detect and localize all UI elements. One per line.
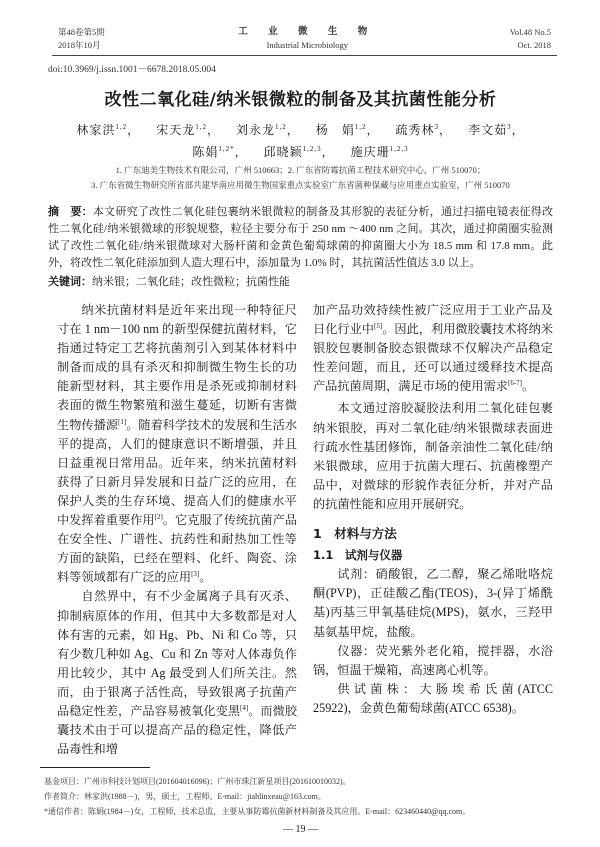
issue-info-en	[510, 26, 551, 52]
author-affiliation-mark: 1,2	[274, 123, 287, 131]
page-number: — 19 —	[283, 824, 318, 836]
paragraph-metal-ions	[57, 587, 297, 759]
author-affiliation-mark: 1,2	[354, 123, 367, 131]
paragraph-strains: 供试菌株：大肠埃希氏菌(ATCC 25922)，金黄色葡萄球菌(ATCC 6538)。	[313, 681, 553, 715]
separator: ，	[286, 123, 300, 137]
text: 。因此，利用微胶囊技术将纳米银胶包裹制备胶态银微球不仅解决产品稳定性差问题，而且，还可以通过缓释技术提高产品抗菌周期，满足市场的使用需求	[313, 322, 554, 394]
separator: ，	[234, 145, 248, 159]
header-rule	[52, 55, 557, 56]
paragraph-reagents: 试剂：硝酸银，乙二醇，聚乙烯吡咯烷酮(PVP)，正硅酸乙酯(TEOS)，3-(异丁烯酰基)丙基三甲氧基硅烷(MPS)，氨水，三羟甲基氨基甲烷，盐酸。	[313, 567, 553, 639]
abstract-text: 本文研究了改性二氧化硅包裹纳米银微粒的制备及其形貌的表征分析，通过扫描电镜表征得改性二氧化硅/纳米银微球的形貌规整，粒径主要分布于 250 nm ～400 nm 之间。其次，通过抑菌圈实验测试了改性二氧化硅/纳米银微球对大肠杆菌和金黄色葡萄球菌的抑菌圈大小为 18.5 mm 和 17.8 mm。此外，将改性二氧化硅添加到人造大理石中，添加量为 1.0% 时，其抗菌活性值达 3.0 以上。	[48, 206, 554, 269]
author-name: 施庆珊	[350, 145, 390, 159]
citation: [1]	[118, 417, 127, 426]
authors-line-2	[48, 141, 553, 163]
abstract	[48, 203, 553, 272]
section-heading-1-1: 1.1 试剂与仪器	[313, 548, 403, 563]
body-columns	[48, 301, 553, 759]
volume-en: Vol.48 No.5	[509, 27, 551, 37]
author-affiliation-mark: 1,2*	[218, 145, 235, 153]
paragraph-instruments: 仪器：荧光紫外老化箱，搅拌器，水浴锅，恒温干燥箱，高速离心机等。	[313, 643, 553, 677]
paragraph-intro	[57, 301, 297, 587]
author	[264, 145, 335, 159]
right-column	[313, 301, 553, 759]
text: 自然界中，有不少金属离子具有灭杀、抑制病原体的作用，但其中大多数都是对人体有害的元素，如 Hg、Pb、Ni 和 Co 等，只有少数几种如 Ag、Cu 和 Zn 等对人体毒负作用比较少，其中 Ag 最受到人们所关注。然而，由于银离子活性高，导致银离子抗菌产品稳定性差，产品容易被氧化变黑	[57, 589, 297, 718]
paragraph-metal-ions-cont	[313, 301, 553, 396]
text: 。而微胶囊技术由于可以提高产品的稳定性，降低产品毒性和增	[57, 703, 298, 757]
date-en: Oct. 2018	[517, 40, 551, 50]
citation: [6-7]	[508, 379, 522, 388]
author-name: 李文茹	[468, 123, 508, 137]
author-affiliation-mark: 1,2	[115, 123, 128, 131]
keywords	[48, 273, 553, 291]
text: 。它克服了传统抗菌产品在安全性、广谱性、抗药性和耐热加工性等方面的缺陷，已经在塑料、化纤、陶瓷、涂料等领域都有广泛的应用	[57, 513, 298, 585]
abstract-label: 摘 要：	[48, 205, 93, 218]
author-affiliation-mark: 1,2,3	[389, 145, 409, 153]
running-header	[48, 26, 553, 52]
author	[156, 123, 220, 137]
journal-name	[238, 26, 376, 52]
text: 。	[522, 379, 535, 394]
separator: ，	[366, 123, 380, 137]
author	[396, 123, 453, 137]
text: 。	[199, 570, 212, 585]
citation: [2]	[154, 513, 163, 522]
author-name: 邱晓颖	[263, 145, 303, 159]
keywords-text: 纳米银；二氧化硅；改性微粒；抗菌性能	[92, 276, 290, 288]
separator: ，	[511, 123, 525, 137]
paper-title: 改性二氧化硅/纳米银微粒的制备及其抗菌性能分析	[104, 90, 497, 110]
text: 纳米抗菌材料是近年来出现一种特征尺寸在 1 nm－100 nm 的新型保健抗菌材料，它指通过特定工艺将抗菌剂引入到某体材料中制备而成的具有杀灭和抑制微生物生长的功能新型材料，其主要作用是杀死或抑制材料表面的微生物繁殖和滋生蔓延，切断有害微生物传播源	[57, 303, 297, 432]
author	[316, 123, 380, 137]
separator: ，	[206, 123, 220, 137]
paragraph-this-work: 本文通过溶胶凝胶法利用二氧化硅包裹纳米银胶，再对二氧化硅/纳米银微球表面进行疏水性基团修饰，制备亲油性二氧化硅/纳米银微球，应用于抗菌大理石、抗菌橡塑产品中，对微球的形貌作表征分析，并对产品的抗菌性能和应用开展研究。	[313, 401, 553, 511]
text: 。随着科学技术的发展和生活水平的提高，人们的健康意识不断增强，并且日益重视日常用品。近年来，纳米抗菌材料获得了日新月异发展和日益广泛的应用，在保护人类的生存环境、提高人们的健康水平中发挥着重要作用	[57, 417, 298, 528]
keywords-label: 关键词：	[48, 275, 92, 288]
journal-name-cn: 工 业 微 生 物	[238, 27, 377, 37]
date-cn: 2018年10月	[58, 40, 101, 50]
section-heading-1: 1 材料与方法	[313, 526, 397, 542]
author	[192, 145, 247, 159]
footnote-rule	[40, 767, 150, 768]
author-affiliation-mark: 3	[434, 123, 440, 131]
affiliation-line-1: 1. 广东迪美生物技术有限公司，广州 510663；2. 广东省防霉抗菌工程技术研究中心，广州 510070；	[115, 165, 486, 175]
separator: ，	[439, 123, 453, 137]
author-affiliation-mark: 1,2,3	[302, 145, 322, 153]
doi: doi:10.3969/j.issn.1001－6678.2018.05.004	[48, 65, 216, 75]
author-affiliation-mark: 3	[507, 123, 512, 131]
author-name: 疏秀林	[395, 123, 435, 137]
author-name: 宋天龙	[156, 123, 196, 137]
author-name: 杨 娟	[315, 123, 355, 137]
author-affiliation-mark: 1,2	[195, 123, 207, 131]
author	[236, 123, 300, 137]
author-name: 林家洪	[76, 123, 116, 137]
author-name: 刘永龙	[235, 123, 275, 137]
volume-cn: 第48卷第5期	[58, 27, 105, 37]
text: 加产品功效持续性被广泛应用于工业产品及日化行业中	[313, 303, 553, 337]
separator: ，	[127, 123, 141, 137]
footnote-author-bio: 作者简介：林家洪(1988－)，男，硕士，工程师。E-mail：jiahlinxeau@163.com。	[44, 792, 326, 802]
issue-info-cn	[58, 26, 105, 52]
citation: [5]	[374, 322, 383, 331]
author-name: 陈娟	[192, 145, 219, 159]
separator: ，	[321, 145, 335, 159]
author	[351, 145, 409, 159]
footnotes	[44, 774, 553, 819]
footnote-funding: 基金项目：广州市科技计划项目(201604016096)；广州市珠江新星项目(201610010032)。	[44, 777, 351, 787]
authors-line-1	[48, 119, 553, 141]
left-column	[57, 301, 297, 759]
citation: [4]	[240, 703, 249, 712]
author	[468, 123, 525, 137]
citation: [3]	[191, 570, 200, 579]
journal-name-en: Industrial Microbiology	[266, 40, 349, 50]
footnote-corresponding-author: *通信作者：陈娟(1984－)女，工程师，技术总监，主要从事防霉抗菌新材料制备及其应用。E-mail：623460440@qq.com。	[44, 807, 471, 817]
affiliation-line-2: 3. 广东省微生物研究所省部共建华南应用微生物国家重点实验室广东省菌种保藏与应用重点实验室，广州 510070	[91, 180, 510, 190]
author	[76, 123, 140, 137]
